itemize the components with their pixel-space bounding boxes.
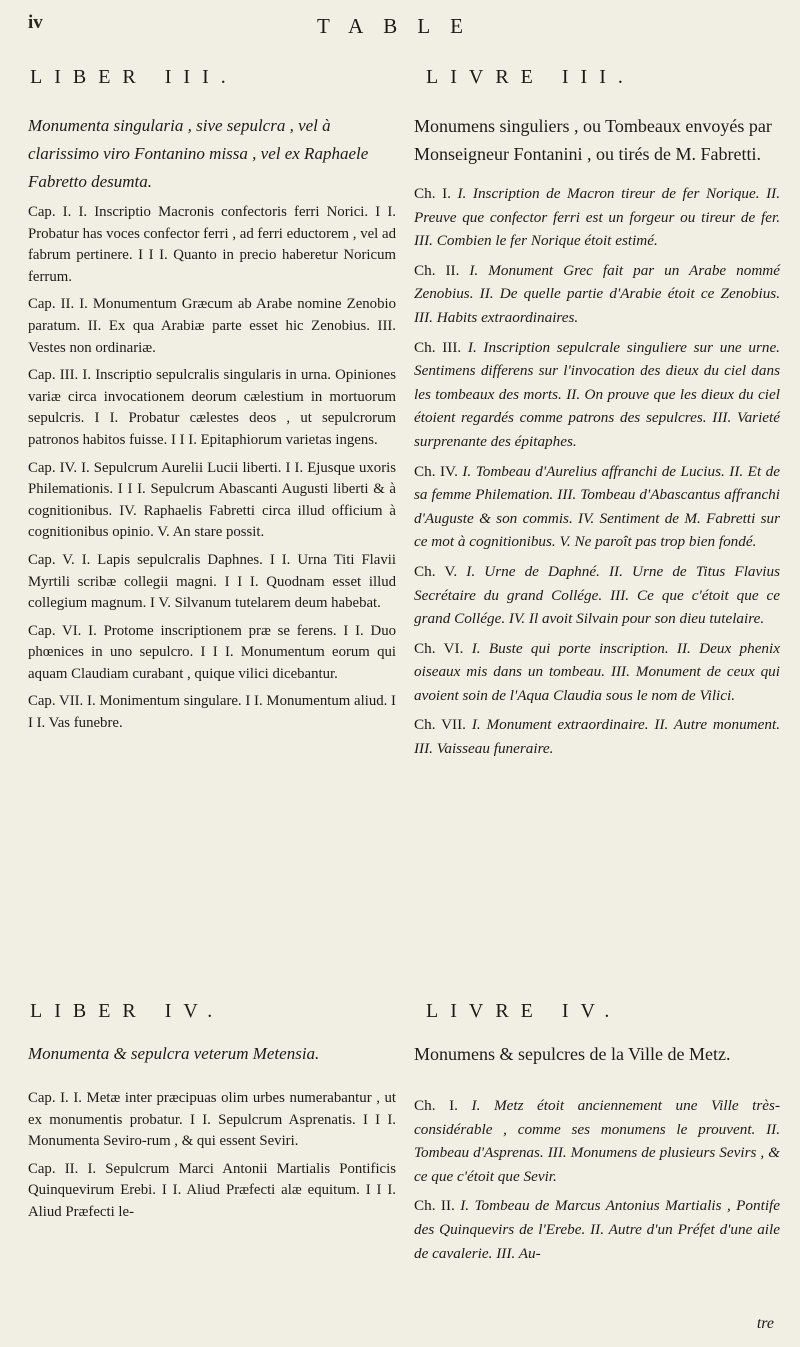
liber3-right-heading: LIVRE III.: [426, 66, 635, 88]
liber4-left-column: [28, 1040, 396, 1230]
chapter-text: I. Inscriptio Macronis confectoris ferri Norici. I I. Probatur has voces confector ferri , ad ferri eductorem , vel ad fabrum pertinere. I I I. Quanto in precio haberetur Noricum ferrum.: [28, 204, 396, 285]
liber4-left-entries: [28, 1088, 396, 1224]
chapter-entry: [414, 336, 780, 454]
chapter-entry: [28, 365, 396, 451]
chapter-text: I. Monumentum Græcum ab Arabe nomine Zenobio paratum. II. Ex qua Arabiæ parte esset hic Zenobius. III. Vestes non ordinariæ.: [28, 296, 396, 356]
chapter-text: I. Urne de Daphné. II. Urne de Titus Flavius Secrétaire du grand Collége. III. Ce que c'étoit que ce grand Collége. IV. Il avoit Silvain pour son dieu tutelaire.: [414, 562, 780, 628]
chapter-entry: [28, 1088, 396, 1153]
chapter-label: Ch. V.: [414, 562, 458, 580]
liber3-right-title: Monumens singuliers , ou Tombeaux envoyés par Monseigneur Fontanini , ou tirés de M. Fabretti.: [414, 116, 772, 164]
chapter-label: Ch. IV.: [414, 462, 458, 480]
liber3-left-entries: [28, 202, 396, 735]
chapter-entry: [414, 713, 780, 760]
page-number: iv: [28, 12, 43, 33]
chapter-text: I. Monument extraordinaire. II. Autre monument. III. Vaisseau funeraire.: [414, 716, 780, 758]
chapter-text: I. Protome inscriptionem præ se ferens. I I. Duo phœnices in uno sepulcro. I I I. Monumentum eorum qui aquam Claudiam curabant , quique vilici dicebantur.: [28, 622, 396, 682]
chapter-text: I. Tombeau d'Aurelius affranchi de Lucius. II. Et de sa femme Philemation. III. Tombeau d'Abascantus affranchi d'Auguste & son commis. IV. Sentiment de M. Fabretti sur ce mot à cognitionibus. V. Ne paroît pas trop bien fondé.: [414, 462, 780, 551]
chapter-label: Ch. I.: [414, 185, 451, 202]
chapter-entry: [28, 202, 396, 288]
running-head: TABLE: [317, 14, 483, 38]
chapter-text: I. Sepulcrum Marci Antonii Martialis Pontificis Quinquevirum Erebi. I I. Aliud Præfecti alæ equitum. I I I. Aliud Præfecti le-: [28, 1160, 396, 1220]
liber3-left-title: Monumenta singularia , sive sepulcra , vel à clarissimo viro Fontanino missa , vel ex Raphaele Fabretto desumta.: [28, 116, 369, 191]
chapter-entry: [414, 460, 780, 554]
liber3-right-column: [414, 112, 780, 767]
chapter-text: I. Monument Grec fait par un Arabe nommé Zenobius. II. De quelle partie d'Arabie étoit ce Zenobius. III. Habits extraordinaires.: [414, 261, 780, 326]
chapter-entry: [28, 550, 396, 615]
chapter-entry: [28, 1159, 396, 1224]
chapter-entry: [414, 637, 780, 708]
chapter-text: I. Metz étoit anciennement une Ville très-considérable , comme ses monumens le prouvent. II. Tombeau d'Asprenas. III. Monumens de plusieurs Sevirs , & ce que c'étoit que Sevir.: [414, 1097, 780, 1185]
liber3-right-entries: [414, 182, 780, 761]
chapter-entry: [28, 294, 396, 359]
chapter-text: I. Lapis sepulcralis Daphnes. I I. Urna Titi Flavii Myrtili scribæ collegii magni. I I I. Quodnam esset illud collegium magnum. I V. Silvanum tutelarem deum habebat.: [28, 551, 396, 612]
liber4-left-title: Monumenta & sepulcra veterum Metensia.: [28, 1044, 320, 1063]
chapter-entry: [414, 1194, 780, 1265]
chapter-label: Ch. II.: [414, 1197, 455, 1215]
chapter-label: Ch. I.: [414, 1097, 458, 1114]
chapter-text: I. Inscription sepulcrale singuliere sur une urne. Sentimens differens sur l'invocation des dieux du ciel dans les tombeaux des morts. II. On prouve que les dieux du ciel étoient regardés comme patrons des sepulcres. III. Varieté surprenante des épitaphes.: [414, 338, 780, 450]
chapter-entry: [414, 1094, 780, 1188]
chapter-label: Cap. III.: [28, 367, 79, 384]
liber4-left-heading: LIBER IV.: [30, 1000, 225, 1022]
chapter-entry: [414, 560, 780, 631]
catchword: tre: [756, 1315, 774, 1332]
chapter-label: Ch. III.: [414, 338, 462, 356]
chapter-text: I. Tombeau de Marcus Antonius Martialis , Pontife des Quinquevirs de l'Erebe. II. Autre d'un Préfet d'une aile de cavalerie. III. Au-: [414, 1197, 780, 1262]
chapter-label: Cap. V.: [28, 551, 75, 568]
liber3-left-column: [28, 112, 396, 741]
chapter-label: Cap. II.: [28, 296, 75, 313]
chapter-label: Cap. VII.: [28, 693, 84, 710]
chapter-label: Ch. VI.: [414, 639, 464, 657]
liber4-right-title: Monumens & sepulcres de la Ville de Metz.: [414, 1044, 731, 1064]
chapter-entry: [28, 621, 396, 686]
liber4-right-heading: LIVRE IV.: [426, 1000, 622, 1022]
chapter-entry: [28, 691, 396, 734]
chapter-entry: [28, 458, 396, 544]
liber3-left-heading: LIBER III.: [30, 66, 238, 88]
chapter-text: I. Sepulcrum Aurelii Lucii liberti. I I. Ejusque uxoris Philemationis. I I I. Sepulcrum Abascanti Augusti liberti & à cognitionibus. IV. Raphaelis Fabretti circa illud officium à cognitionibus opinio. V. An stare possit.: [28, 459, 396, 541]
chapter-text: I. Inscriptio sepulcralis singularis in urna. Opiniones variæ circa invocationem deorum cælestium in mortuorum sepulcris. I I. Probatur cælestes deos , ut sepulcrorum patronos habitos fuisse. I I I. Epitaphiorum varietas ingens.: [28, 367, 396, 448]
chapter-label: Cap. VI.: [28, 622, 82, 639]
chapter-label: Cap. IV.: [28, 459, 78, 476]
chapter-text: I. Inscription de Macron tireur de fer Norique. II. Preuve que confector ferri est un forgeur ou tireur de fer. III. Combien le fer Norique étoit estimé.: [414, 185, 781, 250]
chapter-text: I. Buste qui porte inscription. II. Deux phenix oiseaux mis dans un tombeau. III. Monument de ceux qui avoient soin de l'Aqua Claudia sous le nom de Vilici.: [414, 639, 780, 704]
chapter-label: Cap. I.: [28, 1090, 69, 1106]
chapter-label: Ch. VII.: [414, 716, 466, 734]
chapter-label: Cap. I.: [28, 204, 72, 220]
liber4-right-column: [414, 1040, 780, 1271]
chapter-label: Ch. II.: [414, 261, 460, 279]
chapter-text: I. Monimentum singulare. I I. Monumentum aliud. I I I. Vas funebre.: [28, 693, 396, 732]
chapter-text: I. Metæ inter præcipuas olim urbes numerabantur , ut ex monumentis probatur. I I. Sepulcrum Asprenatis. I I I. Monumenta Seviro-rum , & qui essent Seviri.: [28, 1090, 396, 1150]
chapter-entry: [414, 182, 780, 253]
liber4-right-entries: [414, 1094, 780, 1265]
chapter-label: Cap. II.: [28, 1160, 79, 1177]
chapter-entry: [414, 259, 780, 330]
